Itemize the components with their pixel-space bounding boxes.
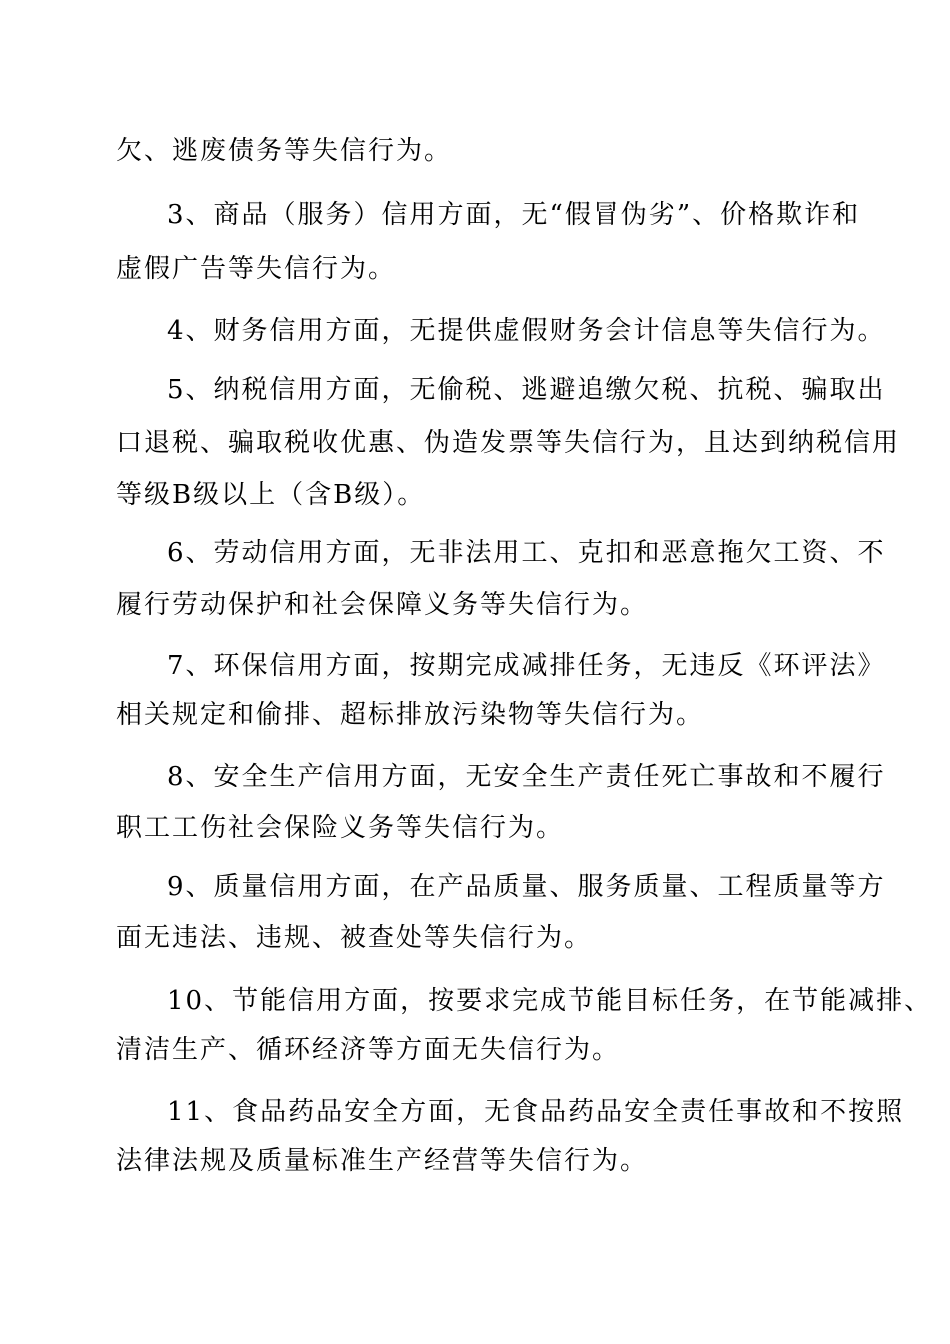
text-line: 4、财务信用方面，无提供虚假财务会计信息等失信行为。: [167, 316, 886, 346]
text-line: 职工工伤社会保险义务等失信行为。: [116, 813, 565, 843]
text-line: 5、纳税信用方面，无偷税、逃避追缴欠税、抗税、骗取出: [167, 375, 886, 405]
text-line: 等级B级以上（含B级）。: [116, 480, 426, 510]
text-line: 9、质量信用方面，在产品质量、服务质量、工程质量等方: [167, 872, 886, 902]
text-line: 清洁生产、循环经济等方面无失信行为。: [116, 1035, 621, 1065]
text-line: 8、安全生产信用方面，无安全生产责任死亡事故和不履行: [167, 762, 886, 792]
text-line: 法律法规及质量标准生产经营等失信行为。: [116, 1146, 649, 1176]
text-line: 6、劳动信用方面，无非法用工、克扣和恶意拖欠工资、不: [167, 538, 886, 568]
text-line: 10、节能信用方面，按要求完成节能目标任务，在节能减排、: [167, 986, 933, 1016]
text-line: 相关规定和偷排、超标排放污染物等失信行为。: [116, 700, 705, 730]
text-line: 7、环保信用方面，按期完成减排任务，无违反《环评法》: [167, 651, 886, 681]
text-line: 面无违法、违规、被查处等失信行为。: [116, 923, 593, 953]
text-line: 虚假广告等失信行为。: [116, 254, 397, 284]
text-line: 口退税、骗取税收优惠、伪造发票等失信行为，且达到纳税信用: [116, 428, 901, 458]
text-line: 欠、逃废债务等失信行为。: [116, 136, 453, 166]
text-line: 3、商品（服务）信用方面，无“假冒伪劣”、价格欺诈和: [167, 200, 861, 230]
text-line: 履行劳动保护和社会保障义务等失信行为。: [116, 590, 649, 620]
text-line: 11、食品药品安全方面，无食品药品安全责任事故和不按照: [167, 1097, 905, 1127]
